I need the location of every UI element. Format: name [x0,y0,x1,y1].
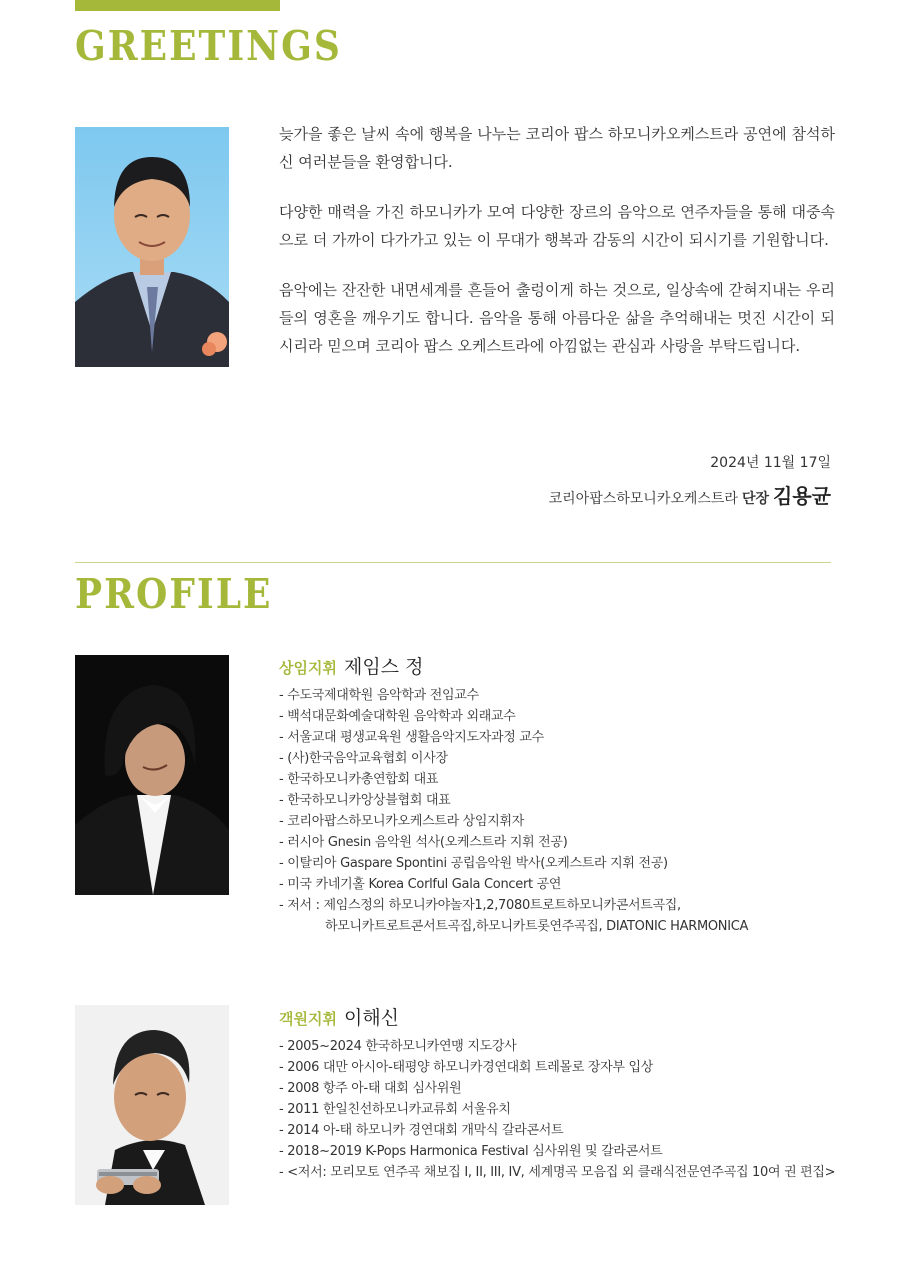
career-item: - 백석대문화예술대학원 음악학과 외래교수 [279,706,859,727]
career-item: - 미국 카네기홀 Korea Corlful Gala Concert 공연 [279,874,859,895]
career-item: - 2008 항주 아-태 대회 심사위원 [279,1078,859,1099]
profile-conductor-2 [279,1003,859,1183]
section-divider [75,562,831,563]
profile-role: 객원지휘 [279,1010,337,1028]
profile-title: PROFILE [75,570,273,619]
profile-header [279,652,859,679]
signature-line [549,480,831,509]
career-item: - (사)한국음악교육협회 이사장 [279,748,859,769]
career-item: - 한국하모니카앙상블협회 대표 [279,790,859,811]
career-item-continuation: 하모니카트로트콘서트곡집,하모니카트롯연주곡집, DIATONIC HARMONICA [325,919,749,934]
profile-role: 상임지휘 [279,659,337,677]
profile-conductor-1 [279,652,859,937]
career-item: - 한국하모니카총연합회 대표 [279,769,859,790]
conductor-photo [75,655,229,895]
signature-org: 코리아팝스하모니카오케스트라 [548,491,738,507]
career-item: - 이탈리아 Gaspare Spontini 공립음악원 박사(오케스트라 지휘 전공) [279,853,859,874]
guest-conductor-photo [75,1005,229,1205]
career-item: - 2014 아-태 하모니카 경연대회 개막식 갈라콘서트 [279,1120,859,1141]
career-item-text: 저서 : 제임스정의 하모니카야놀자1,2,7080트로트하모니카콘서트곡집, [287,898,681,913]
signature-role: 단장 [741,491,770,507]
greeting-paragraph: 음악에는 잔잔한 내면세계를 흔들어 출렁이게 하는 것으로, 일상속에 갇혀지내는 우리들의 영혼을 깨우기도 합니다. 음악을 통해 아름다운 삶을 추억해내는 멋진 시간이 되시리라 믿으며 코리아 팝스 오케스트라에 아낌없는 관심과 사랑을 부탁드립니다. [279,281,835,355]
career-item: - 2006 대만 아시아-태평양 하모니카경연대회 트레몰로 장자부 입상 [279,1057,859,1078]
profile-career-list [279,685,859,937]
signature-block [549,452,831,509]
career-item: - 서울교대 평생교육원 생활음악지도자과정 교수 [279,727,859,748]
career-item: - 수도국제대학원 음악학과 전임교수 [279,685,859,706]
profile-name: 제임스 정 [343,656,424,678]
president-photo [75,127,229,367]
career-item: - 러시아 Gnesin 음악원 석사(오케스트라 지휘 전공) [279,832,859,853]
career-item: - 2018~2019 K-Pops Harmonica Festival 심사위원 및 갈라콘서트 [279,1141,859,1162]
top-accent-bar [75,0,280,11]
career-item [279,895,859,937]
career-item: - 코리아팝스하모니카오케스트라 상임지휘자 [279,811,859,832]
greetings-body [279,120,835,382]
greeting-date: 2024년 11월 17일 [710,455,831,471]
career-item: - 2011 한일친선하모니카교류회 서울유치 [279,1099,859,1120]
greeting-paragraph: 다양한 매력을 가진 하모니카가 모여 다양한 장르의 음악으로 연주자들을 통해 대중속으로 더 가까이 다가가고 있는 이 무대가 행복과 감동의 시간이 되시기를 기원합니다. [279,203,835,249]
career-item: - <저서: 모리모토 연주곡 채보집 I, II, III, IV, 세계명곡 모음집 외 클래식전문연주곡집 10여 권 편집> [279,1162,859,1183]
profile-name: 이해신 [343,1007,400,1029]
profile-career-list [279,1036,859,1183]
greeting-paragraph: 늦가을 좋은 날씨 속에 행복을 나누는 코리아 팝스 하모니카오케스트라 공연에 참석하신 여러분들을 환영합니다. [279,125,835,171]
career-item: - 2005~2024 한국하모니카연맹 지도강사 [279,1036,859,1057]
greetings-title: GREETINGS [75,22,342,71]
profile-header [279,1003,859,1030]
signature-name: 김용균 [773,484,831,508]
